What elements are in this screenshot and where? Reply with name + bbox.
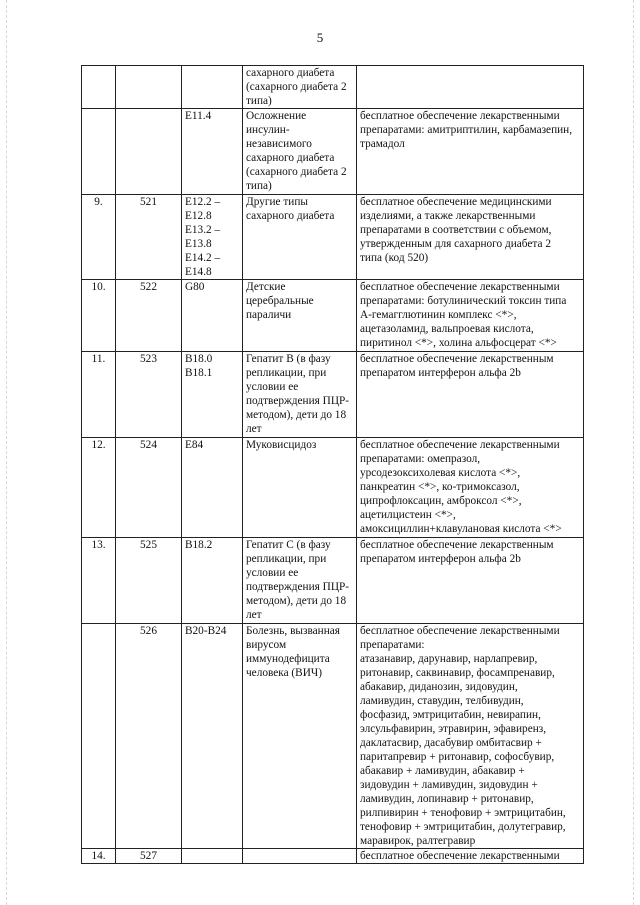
text-line: Другие типы: [246, 196, 308, 208]
text-line: типа): [246, 95, 272, 107]
text-line: бесплатное обеспечение лекарственными: [360, 281, 560, 293]
text-line: маравирок, ралтегравир: [360, 835, 476, 847]
page-number: 5: [316, 30, 324, 45]
text-line: церебральные: [246, 295, 314, 307]
condition-name-cell: [243, 538, 357, 624]
text-line: лет: [246, 609, 262, 621]
text-line: элсульфавирин, этравирин, эфавиренз,: [360, 723, 547, 735]
condition-name-cell: [243, 195, 357, 280]
text-line: ламивудин, лопинавир + ритонавир,: [360, 793, 534, 805]
text-line: сахарного диабета: [246, 67, 335, 79]
support-measure-cell: [357, 849, 584, 864]
scan-edge-line: [633, 0, 634, 905]
text-line: ципрофлоксацин, амброксол <*>,: [360, 495, 522, 507]
text-line: E13.8: [185, 238, 212, 250]
text-line: E12.8: [185, 210, 212, 222]
text-line: Болезнь, вызванная: [246, 625, 340, 637]
row-number-cell: 11.: [82, 352, 116, 438]
table-row: [82, 352, 584, 438]
text-line: бесплатное обеспечение лекарственным: [360, 539, 554, 551]
text-line: атазанавир, дарунавир, нарлапревир,: [360, 653, 538, 665]
table-row: [82, 538, 584, 624]
text-line: фосфазид, эмтрицитабин, невирапин,: [360, 709, 541, 721]
support-measure-cell: [357, 624, 584, 849]
text-line: урсодезоксихолевая кислота <*>,: [360, 467, 521, 479]
icd-code-cell: [182, 109, 243, 195]
text-line: репликации, при: [246, 367, 327, 379]
text-line: бесплатное обеспечение лекарственными: [360, 850, 560, 862]
text-line: (сахарного диабета 2: [246, 81, 347, 93]
row-number-cell: [82, 624, 116, 849]
code-cell: 525: [116, 538, 182, 624]
text-line: зидовудин + ламивудин, зидовудин +: [360, 779, 538, 791]
support-measure-cell: [357, 195, 584, 280]
support-measure-cell: [357, 109, 584, 195]
icd-code-cell: [182, 538, 243, 624]
text-line: сахарного диабета: [246, 152, 335, 164]
table-row: [82, 195, 584, 280]
text-line: утвержденным для сахарного диабета 2: [360, 238, 551, 250]
scan-edge-line: [6, 0, 7, 905]
row-number-cell: 14.: [82, 849, 116, 864]
icd-code-cell: [182, 438, 243, 538]
text-line: Муковисцидоз: [246, 439, 317, 451]
row-number-cell: 12.: [82, 438, 116, 538]
code-cell: 526: [116, 624, 182, 849]
icd-code-cell: [182, 66, 243, 109]
row-number-cell: 9.: [82, 195, 116, 280]
condition-name-cell: [243, 109, 357, 195]
text-line: подтверждения ПЦР-: [246, 581, 350, 593]
text-line: сахарного диабета: [246, 210, 335, 222]
text-line: панкреатин <*>, ко-тримоксазол,: [360, 481, 520, 493]
text-line: бесплатное обеспечение лекарственными: [360, 110, 560, 122]
text-line: параличи: [246, 309, 292, 321]
text-line: B18.1: [185, 367, 213, 379]
text-line: ацетилцистеин <*>,: [360, 509, 456, 521]
row-number-cell: [82, 66, 116, 109]
text-line: репликации, при: [246, 553, 327, 565]
text-line: E84: [185, 439, 204, 451]
text-line: независимого: [246, 138, 312, 150]
text-line: абакавир + ламивудин, абакавир +: [360, 765, 525, 777]
code-cell: 522: [116, 280, 182, 352]
text-line: подтверждения ПЦР-: [246, 395, 350, 407]
text-line: пиритинол <*>, холина альфосцерат <*>: [360, 337, 557, 349]
text-line: даклатасвир, дасабувир омбитасвир +: [360, 737, 542, 749]
text-line: бесплатное обеспечение медицинскими: [360, 196, 552, 208]
text-line: E14.8: [185, 266, 212, 278]
text-line: рилпивирин + тенофовир + эмтрицитабин,: [360, 807, 566, 819]
text-line: E12.2 –: [185, 196, 221, 208]
text-line: изделиями, а также лекарственными: [360, 210, 536, 222]
condition-name-cell: [243, 280, 357, 352]
text-line: ацетазоламид, вальпроевая кислота,: [360, 323, 534, 335]
code-cell: 527: [116, 849, 182, 864]
text-line: трамадол: [360, 138, 405, 150]
code-cell: 524: [116, 438, 182, 538]
text-line: методом), дети до 18: [246, 409, 347, 421]
text-line: типа (код 520): [360, 252, 429, 264]
medical-conditions-table: [81, 65, 584, 864]
text-line: E14.2 –: [185, 252, 221, 264]
text-line: человека (ВИЧ): [246, 667, 322, 679]
text-line: условии ее: [246, 567, 299, 579]
icd-code-cell: [182, 195, 243, 280]
code-cell: 523: [116, 352, 182, 438]
support-measure-cell: [357, 280, 584, 352]
text-line: препаратом интерферон альфа 2b: [360, 367, 521, 379]
table-row: [82, 849, 584, 864]
text-line: бесплатное обеспечение лекарственными: [360, 439, 560, 451]
text-line: абакавир, диданозин, зидовудин,: [360, 681, 518, 693]
code-cell: [116, 66, 182, 109]
support-measure-cell: [357, 352, 584, 438]
text-line: препаратами в соответствии с объемом,: [360, 224, 552, 236]
text-line: методом), дети до 18: [246, 595, 347, 607]
text-line: Гепатит B (в фазу: [246, 353, 331, 365]
text-line: B18.2: [185, 539, 213, 551]
text-line: B20-B24: [185, 625, 227, 637]
support-measure-cell: [357, 538, 584, 624]
text-line: G80: [185, 281, 205, 293]
support-measure-cell: [357, 438, 584, 538]
text-line: Осложнение: [246, 110, 307, 122]
table-row: [82, 438, 584, 538]
text-line: препаратами:: [360, 639, 425, 651]
condition-name-cell: [243, 66, 357, 109]
text-line: (сахарного диабета 2: [246, 166, 347, 178]
text-line: тенофовир + эмтрицитабин, долутегравир,: [360, 821, 566, 833]
text-line: типа): [246, 180, 272, 192]
text-line: инсулин-: [246, 124, 290, 136]
table-row: [82, 109, 584, 195]
support-measure-cell: [357, 66, 584, 109]
text-line: ламивудин, ставудин, телбивудин,: [360, 695, 524, 707]
text-line: Гепатит C (в фазу: [246, 539, 331, 551]
text-line: ритонавир, саквинавир, фосампренавир,: [360, 667, 555, 679]
text-line: бесплатное обеспечение лекарственным: [360, 353, 554, 365]
condition-name-cell: [243, 352, 357, 438]
table-row: [82, 66, 584, 109]
row-number-cell: 13.: [82, 538, 116, 624]
code-cell: [116, 109, 182, 195]
icd-code-cell: [182, 280, 243, 352]
text-line: E11.4: [185, 110, 212, 122]
icd-code-cell: [182, 624, 243, 849]
code-cell: 521: [116, 195, 182, 280]
text-line: амоксициллин+клавулановая кислота <*>: [360, 523, 562, 535]
text-line: А-гемагглютинин комплекс <*>,: [360, 309, 517, 321]
text-line: препаратами: омепразол,: [360, 453, 481, 465]
text-line: вирусом: [246, 639, 287, 651]
text-line: препаратом интерферон альфа 2b: [360, 553, 521, 565]
text-line: бесплатное обеспечение лекарственными: [360, 625, 560, 637]
icd-code-cell: [182, 352, 243, 438]
text-line: иммунодефицита: [246, 653, 330, 665]
text-line: E13.2 –: [185, 224, 221, 236]
table-row: [82, 280, 584, 352]
condition-name-cell: [243, 438, 357, 538]
text-line: препаратами: ботулинический токсин типа: [360, 295, 567, 307]
text-line: лет: [246, 423, 262, 435]
text-line: паритапревир + ритонавир, софосбувир,: [360, 751, 555, 763]
text-line: Детские: [246, 281, 286, 293]
row-number-cell: [82, 109, 116, 195]
condition-name-cell: [243, 849, 357, 864]
condition-name-cell: [243, 624, 357, 849]
text-line: B18.0: [185, 353, 213, 365]
text-line: условии ее: [246, 381, 299, 393]
text-line: препаратами: амитриптилин, карбамазепин,: [360, 124, 573, 136]
table-row: [82, 624, 584, 849]
icd-code-cell: [182, 849, 243, 864]
row-number-cell: 10.: [82, 280, 116, 352]
